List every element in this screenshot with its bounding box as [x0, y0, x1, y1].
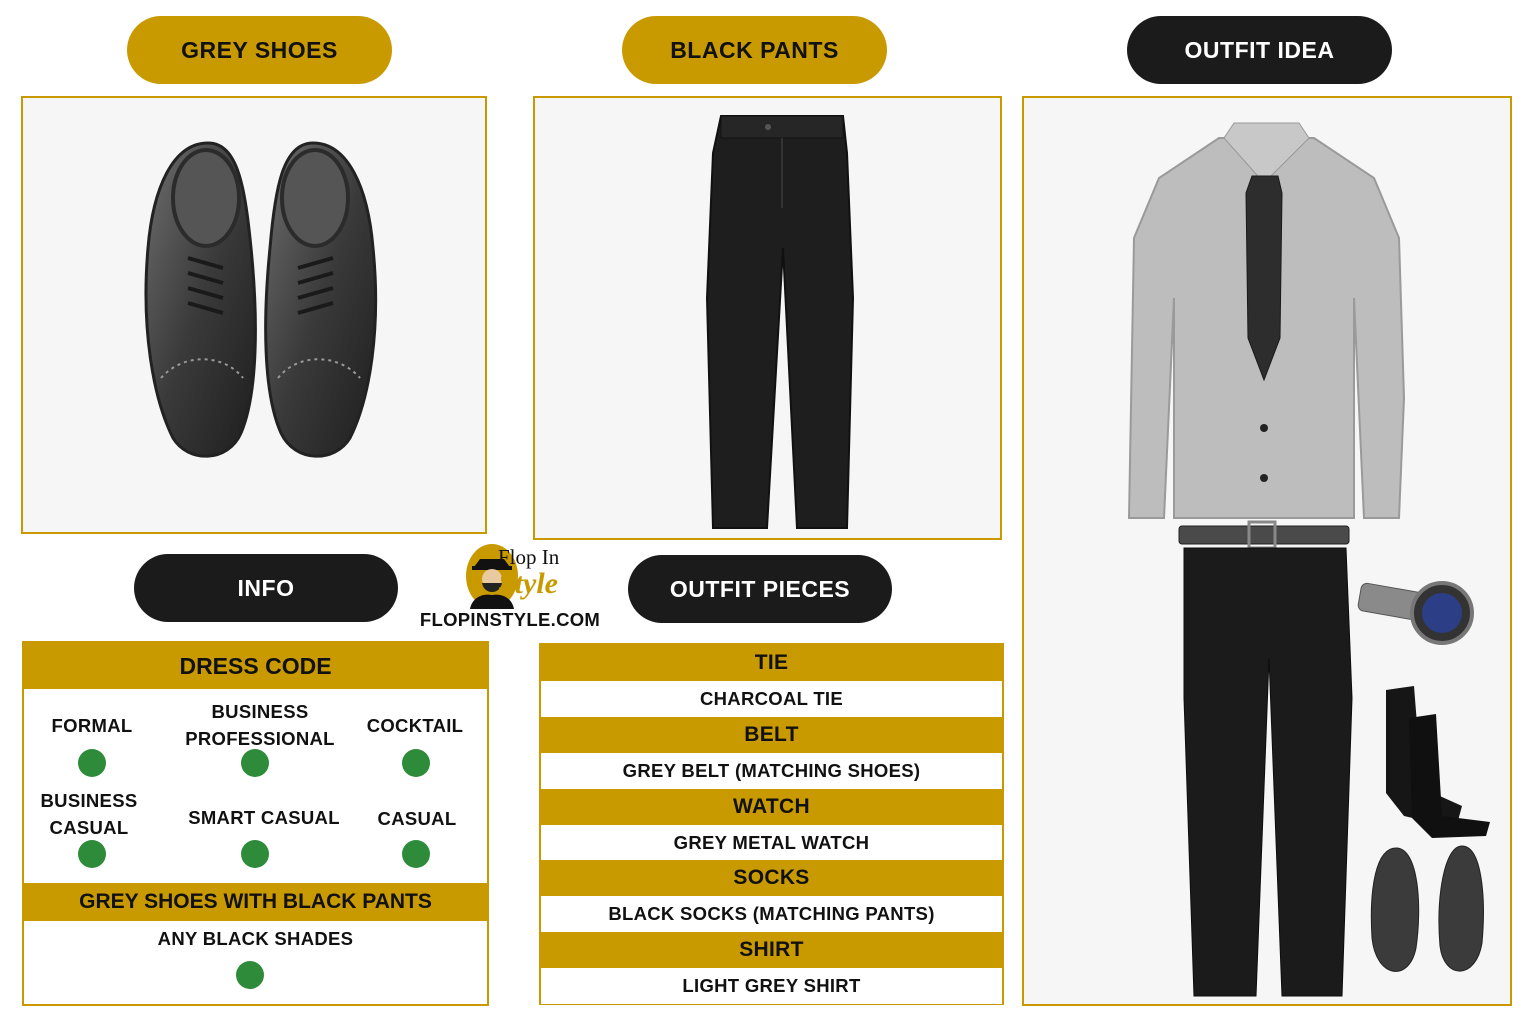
shade-label: ANY BLACK SHADES [157, 928, 354, 949]
check-dot-shade [236, 961, 264, 989]
check-dot-formal [78, 749, 106, 777]
flopinstyle-logo [412, 543, 608, 635]
pairing-title: GREY SHOES WITH BLACK PANTS [24, 883, 487, 921]
dress-code-business-professional: BUSINESS PROFESSIONAL [185, 701, 335, 749]
piece-item-watch: GREY METAL WATCH [541, 825, 1002, 861]
outfit-pieces-table [539, 643, 1004, 1005]
outfit-idea-header: OUTFIT IDEA [1127, 16, 1392, 84]
black-pants-header: BLACK PANTS [622, 16, 887, 84]
outfit-pieces-header: OUTFIT PIECES [628, 555, 892, 623]
check-dot-smart-casual [241, 840, 269, 868]
check-dot-cocktail [402, 749, 430, 777]
belt [1179, 522, 1349, 548]
info-table [22, 641, 489, 1006]
piece-category-tie: TIE [541, 645, 1002, 681]
black-pants-image [533, 96, 1002, 540]
logo-title: Flop In [498, 545, 560, 569]
check-dot-casual [402, 840, 430, 868]
dress-code-smart-casual: SMART CASUAL [188, 807, 340, 828]
piece-category-socks: SOCKS [541, 860, 1002, 896]
piece-item-socks: BLACK SOCKS (MATCHING PANTS) [541, 896, 1002, 932]
grey-shoes-image [21, 96, 487, 534]
check-dot-business-professional [241, 749, 269, 777]
dress-code-casual: CASUAL [377, 808, 457, 829]
dress-code-title: DRESS CODE [24, 643, 487, 689]
piece-item-shirt: LIGHT GREY SHIRT [541, 968, 1002, 1004]
piece-category-watch: WATCH [541, 789, 1002, 825]
dress-code-business-casual: BUSINESS CASUAL [40, 790, 138, 838]
dress-code-cocktail: COCKTAIL [366, 715, 464, 736]
socks [1386, 686, 1490, 838]
check-dot-business-casual [78, 840, 106, 868]
grey-shoes-header: GREY SHOES [127, 16, 392, 84]
watch [1357, 582, 1472, 643]
pants [1184, 548, 1352, 996]
piece-item-tie: CHARCOAL TIE [541, 681, 1002, 717]
piece-item-belt: GREY BELT (MATCHING SHOES) [541, 753, 1002, 789]
piece-category-belt: BELT [541, 717, 1002, 753]
piece-category-shirt: SHIRT [541, 932, 1002, 968]
dress-code-formal: FORMAL [51, 715, 133, 736]
outfit-idea-image [1022, 96, 1512, 1006]
logo-url[interactable]: FLOPINSTYLE.COM [419, 609, 601, 630]
right-shoe [266, 143, 376, 456]
outfit-shoes [1371, 846, 1483, 971]
logo-subtitle: Style [498, 567, 558, 600]
info-header: INFO [134, 554, 398, 622]
left-shoe [146, 143, 255, 456]
